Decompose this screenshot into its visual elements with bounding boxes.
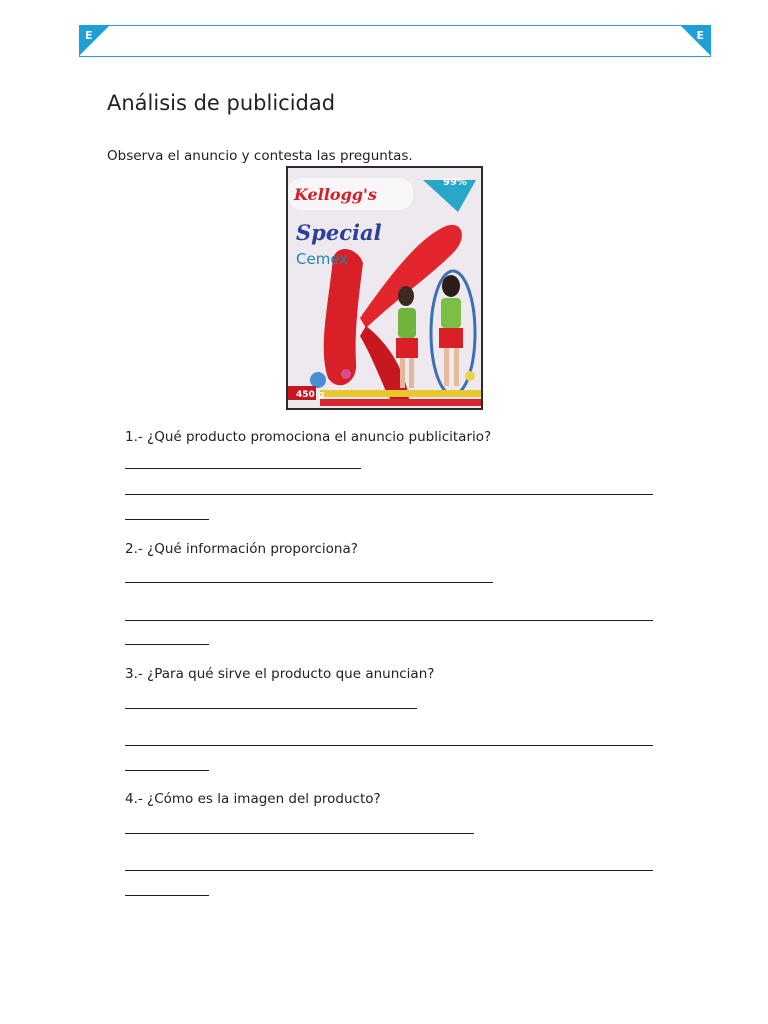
ad-weight-label: 450 g	[296, 390, 325, 400]
answer-line-1b[interactable]	[125, 494, 653, 495]
answer-line-3b[interactable]	[125, 745, 653, 746]
cereal-ad-image	[286, 166, 483, 410]
header-letter-right: E	[696, 29, 704, 42]
question-4: 4.- ¿Cómo es la imagen del producto?	[125, 791, 381, 807]
cereal-box-illustration	[288, 168, 481, 408]
question-2: 2.- ¿Qué información proporciona?	[125, 541, 358, 557]
answer-line-3a[interactable]	[125, 708, 417, 709]
ad-product-variant: Cemex	[296, 250, 349, 268]
answer-line-1c[interactable]	[125, 519, 209, 520]
answer-line-1a[interactable]	[125, 468, 361, 469]
question-1: 1.- ¿Qué producto promociona el anuncio publicitario?	[125, 429, 492, 445]
answer-line-3c[interactable]	[125, 770, 209, 771]
header-letter-left: E	[85, 29, 93, 42]
answer-line-4c[interactable]	[125, 895, 209, 896]
ad-badge-percent: 99%	[443, 177, 467, 188]
question-3: 3.- ¿Para qué sirve el producto que anuncian?	[125, 666, 435, 682]
answer-line-4b[interactable]	[125, 870, 653, 871]
ad-brand-logo: Kellogg's	[294, 185, 377, 204]
answer-line-2a[interactable]	[125, 582, 493, 583]
header-banner	[79, 25, 711, 57]
ad-product-name: Special	[296, 220, 382, 245]
instructions-text: Observa el anuncio y contesta las preguntas.	[107, 148, 413, 164]
answer-line-2b[interactable]	[125, 620, 653, 621]
header-corner-left	[79, 25, 110, 56]
page-title: Análisis de publicidad	[107, 91, 336, 115]
answer-line-2c[interactable]	[125, 644, 209, 645]
answer-line-4a[interactable]	[125, 833, 474, 834]
